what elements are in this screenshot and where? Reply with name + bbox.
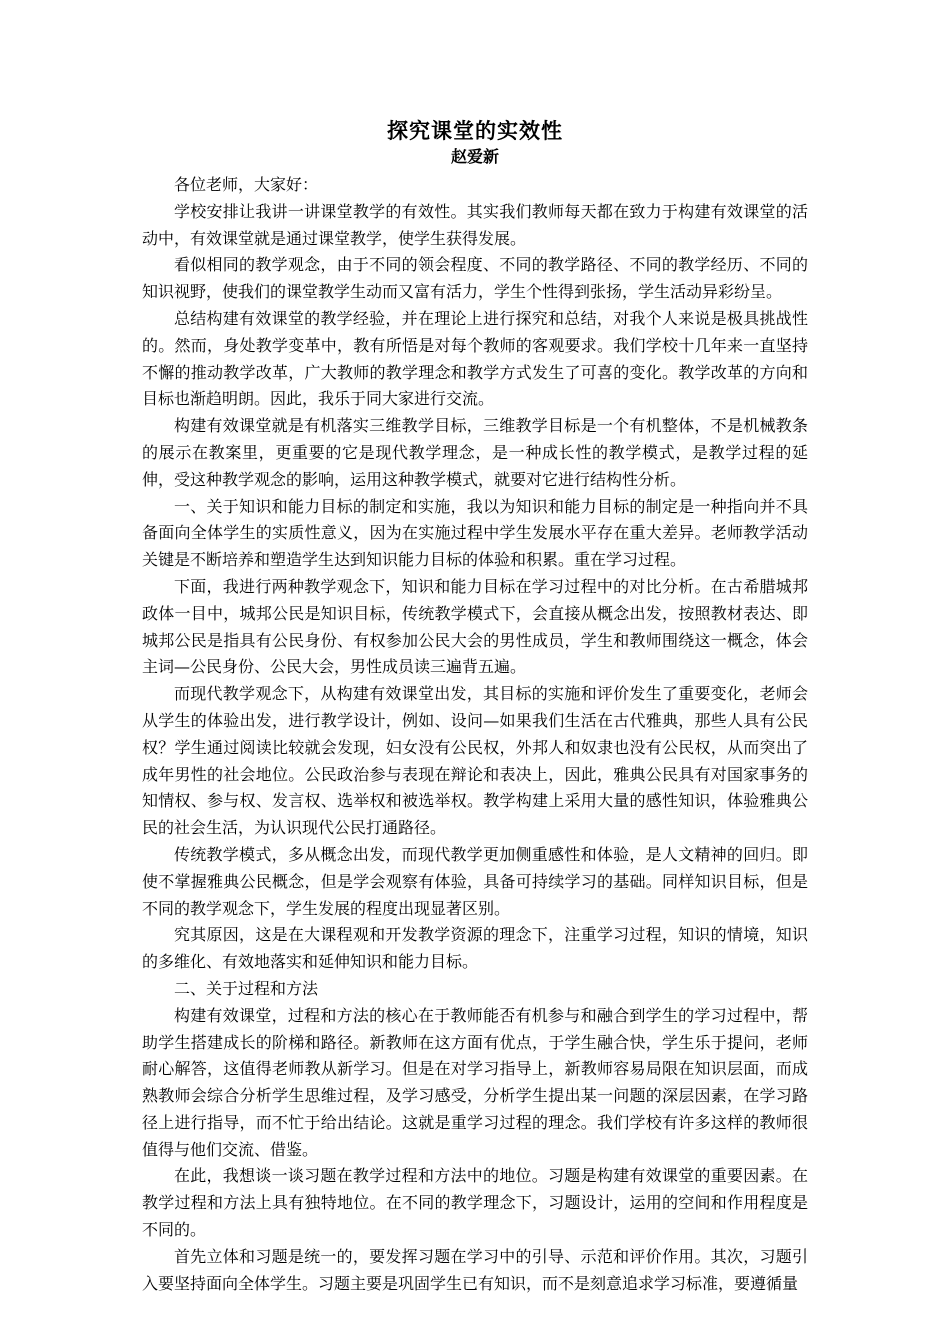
paragraph: 究其原因，这是在大课程观和开发教学资源的理念下，注重学习过程，知识的情境，知识的多维化、有效地落实和延伸知识和能力目标。 xyxy=(142,925,808,972)
document-title: 探究课堂的实效性 xyxy=(387,118,563,143)
document-page xyxy=(142,116,808,1297)
paragraph: 看似相同的教学观念，由于不同的领会程度、不同的教学路径、不同的教学经历、不同的知识视野，使我们的课堂教学生动而又富有活力，学生个性得到张扬，学生活动异彩纷呈。 xyxy=(142,255,808,302)
paragraph-greeting: 各位老师，大家好： xyxy=(174,175,319,194)
paragraph: 而现代教学观念下，从构建有效课堂出发，其目标的实施和评价发生了重要变化，老师会从学生的体验出发，进行教学设计，例如、设问—如果我们生活在古代雅典，那些人具有公民权？学生通过阅读比较就会发现，妇女没有公民权，外邦人和奴隶也没有公民权，从而突出了成年男性的社会地位。公民政治参与表现在辩论和表决上，因此，雅典公民具有对国家事务的知情权、参与权、发言权、选举权和被选举权。教学构建上采用大量的感性知识，体验雅典公民的社会生活，为认识现代公民打通路径。 xyxy=(142,684,808,838)
paragraph: 学校安排让我讲一讲课堂教学的有效性。其实我们教师每天都在致力于构建有效课堂的活动中，有效课堂就是通过课堂教学，使学生获得发展。 xyxy=(142,201,808,248)
paragraph: 下面，我进行两种教学观念下，知识和能力目标在学习过程中的对比分析。在古希腊城邦政体一目中，城邦公民是知识目标，传统教学模式下，会直接从概念出发，按照教材表达、即城邦公民是指具有公民身份、有权参加公民大会的男性成员，学生和教师围绕这一概念，体会主词—公民身份、公民大会，男性成员读三遍背五遍。 xyxy=(142,576,808,677)
paragraph: 传统教学模式，多从概念出发，而现代教学更加侧重感性和体验，是人文精神的回归。即使不掌握雅典公民概念，但是学会观察有体验，具备可持续学习的基础。同样知识目标，但是不同的教学观念下，学生发展的程度出现显著区别。 xyxy=(142,844,808,918)
paragraph: 首先立体和习题是统一的，要发挥习题在学习中的引导、示范和评价作用。其次，习题引入要坚持面向全体学生。习题主要是巩固学生已有知识，而不是刻意追求学习标准，要遵循量 xyxy=(142,1246,808,1293)
document-body xyxy=(142,172,808,1297)
paragraph: 总结构建有效课堂的教学经验，并在理论上进行探究和总结，对我个人来说是极具挑战性的。然而，身处教学变革中，教有所悟是对每个教师的客观要求。我们学校十几年来一直坚持不懈的推动教学改革，广大教师的教学理念和教学方式发生了可喜的变化。教学改革的方向和目标也渐趋明朗。因此，我乐于同大家进行交流。 xyxy=(142,308,808,409)
paragraph: 构建有效课堂就是有机落实三维教学目标，三维教学目标是一个有机整体，不是机械教条的展示在教案里，更重要的它是现代教学理念，是一种成长性的教学模式，是教学过程的延伸，受这种教学观念的影响，运用这种教学模式，就要对它进行结构性分析。 xyxy=(142,416,808,489)
paragraph: 一、关于知识和能力目标的制定和实施，我以为知识和能力目标的制定是一种指向并不具备面向全体学生的实质性意义，因为在实施过程中学生发展水平存在重大差异。老师教学活动关键是不断培养和塑造学生达到知识能力目标的体验和积累。重在学习过程。 xyxy=(142,496,808,570)
paragraph: 构建有效课堂，过程和方法的核心在于教师能否有机参与和融合到学生的学习过程中，帮助学生搭建成长的阶梯和路径。新教师在这方面有优点，于学生融合快，学生乐于提问，老师耐心解答，这值得老师教从新学习。但是在对学习指导上，新教师容易局限在知识层面，而成熟教师会综合分析学生思维过程，及学习感受，分析学生提出某一问题的深层因素，在学习路径上进行指导，而不忙于给出结论。这就是重学习过程的理念。我们学校有许多这样的教师很值得与他们交流、借鉴。 xyxy=(142,1005,808,1159)
section-heading: 二、关于过程和方法 xyxy=(174,978,319,998)
paragraph: 在此，我想谈一谈习题在教学过程和方法中的地位。习题是构建有效课堂的重要因素。在教学过程和方法上具有独特地位。在不同的教学理念下，习题设计，运用的空间和作用程度是不同的。 xyxy=(142,1166,808,1240)
document-author: 赵爱新 xyxy=(450,147,499,166)
